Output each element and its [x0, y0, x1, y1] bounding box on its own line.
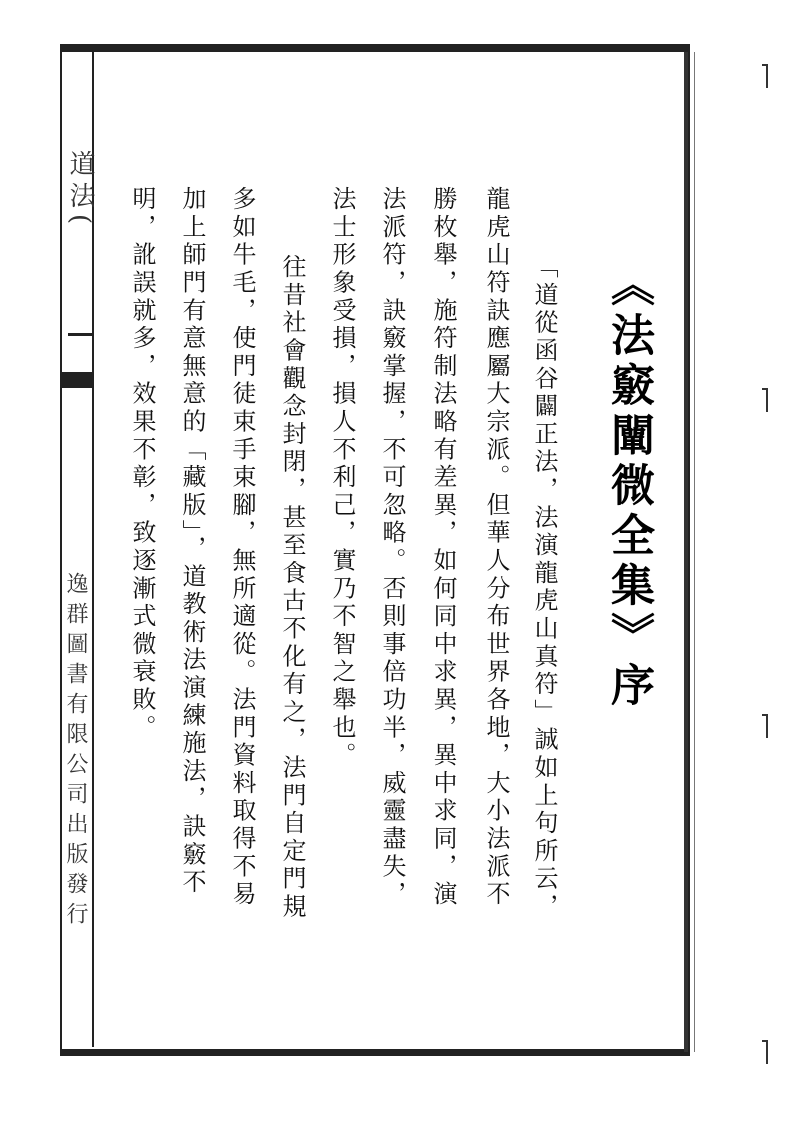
text-column: 「道從函谷闢正法，法演龍虎山真符」誠如上句所云，: [530, 254, 558, 922]
spine-mark: [68, 333, 92, 336]
text-column: 往昔社會觀念封閉，甚至食古不化有之，法門自定門規: [278, 254, 306, 922]
text-column: 龍虎山符訣應屬大宗派。但華人分布世界各地，大小法派不: [482, 186, 510, 909]
edge-mark: [762, 388, 768, 412]
text-column: 加上師門有意無意的「藏版」，道教術法演練施法，訣竅不: [178, 186, 206, 897]
frame-rule: [684, 52, 688, 1052]
spine-title: 道法(: [65, 150, 95, 231]
edge-mark: [762, 1040, 768, 1064]
text-column: 明，訛誤就多，效果不彰，致逐漸式微衰敗。: [128, 186, 156, 742]
text-column: 法士形象受損，損人不利己，實乃不智之舉也。: [328, 186, 356, 770]
text-column: 法派符，訣竅掌握，不可忽略。否則事倍功半，威靈盡失，: [378, 186, 406, 909]
text-column: 多如牛毛，使門徒束手束腳，無所適從。法門資料取得不易: [228, 186, 256, 909]
publisher-name: 逸群圖書有限公司出版發行: [63, 572, 88, 932]
edge-mark: [762, 64, 768, 88]
frame-rule-thin: [694, 52, 695, 1052]
text-column: 勝枚舉，施符制法略有差異，如何同中求異，異中求同，演: [429, 186, 457, 909]
preface-title: 《法竅闡微全集》序: [603, 262, 654, 712]
edge-mark: [762, 714, 768, 738]
spine-block: [62, 372, 92, 388]
